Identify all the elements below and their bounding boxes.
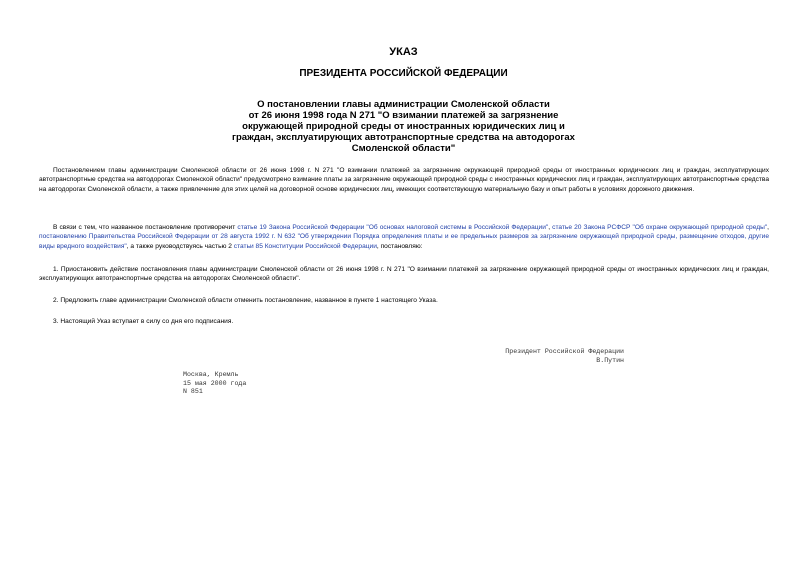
signature-block — [505, 348, 624, 365]
signature-position: Президент Российской Федерации — [505, 348, 624, 355]
document-issuer: ПРЕЗИДЕНТА РОССИЙСКОЙ ФЕДЕРАЦИИ — [299, 68, 508, 79]
paragraph-text: , а также руководствуясь частью 2 — [126, 242, 234, 250]
subject-line: Смоленской области" — [351, 143, 456, 154]
document-kind: УКАЗ — [389, 46, 418, 58]
signature-name: В.Путин — [596, 356, 624, 364]
place: Москва, Кремль — [183, 371, 239, 378]
date: 15 мая 2000 года — [183, 379, 247, 387]
decree-number: N 851 — [183, 388, 203, 395]
subject-line: от 26 июня 1998 года N 271 "О взимании платежей за загрязнение — [248, 110, 559, 121]
document-subject — [0, 99, 807, 154]
paragraph-item-3: 3. Настоящий Указ вступает в силу со дня его подписания. — [53, 318, 234, 325]
place-date-block — [183, 371, 246, 397]
paragraph-item-1: 1. Приостановить действие постановления главы администрации Смоленской области от 26 июня 1998 г. N 271 "О взимании платежей за загрязнение окружающей природной среды от иностранных юридических лиц и граждан, эксплуатирующих автотранспортные средства на автодорогах Смоленской области". — [39, 266, 769, 283]
link-environment-law-article-20[interactable]: статье 20 Закона РСФСР "Об охране окружающей природной среды" — [552, 224, 768, 231]
subject-line: окружающей природной среды от иностранных юридических лиц и — [242, 121, 565, 132]
paragraph-item-2: 2. Предложить главе администрации Смоленской области отменить постановление, названное в пункте 1 настоящего Указа. — [53, 297, 438, 304]
paragraph-preamble: Постановлением главы администрации Смоленской области от 26 июня 1998 г. N 271 "О взимании платежей за загрязнение окружающей природной среды от иностранных юридических лиц и граждан, эксплуатирующих автотранспортные средства на автодорогах Смоленской области" предусмотрено взимание платы за загрязнение окружающей природной среды с иностранных юридических лиц и граждан, эксплуатирующих автотранспортные средства на автодорогах Смоленской области, а также привлечение для этих целей на договорной основе юридических лиц, имеющих соответствующую материальную базу и опыт работы в условиях дорожного движения. — [39, 167, 769, 193]
link-government-resolution-632[interactable]: постановлению Правительства Российской Федерации от 28 августа 1992 г. N 632 "Об утверждении Порядка определения платы и ее предельных размеров за загрязнение окружающей природной среды, размещение отходов, другие виды вредного воздействия" — [39, 233, 769, 250]
paragraph-text: , постановляю: — [376, 242, 423, 250]
link-constitution-article-85[interactable]: статьи 85 Конституции Российской Федерации — [233, 242, 377, 250]
subject-line: О постановлении главы администрации Смоленской области — [257, 99, 550, 110]
paragraph-grounds — [39, 223, 769, 251]
subject-line: граждан, эксплуатирующих автотранспортные средства на автодорогах — [232, 132, 575, 143]
paragraph-text: , — [767, 224, 769, 231]
paragraph-text: , — [548, 224, 553, 231]
paragraph-text: В связи с тем, что названное постановление противоречит — [53, 224, 238, 231]
link-tax-law-article-19[interactable]: статье 19 Закона Российской Федерации "Об основах налоговой системы в Российской Федерации" — [237, 224, 549, 231]
